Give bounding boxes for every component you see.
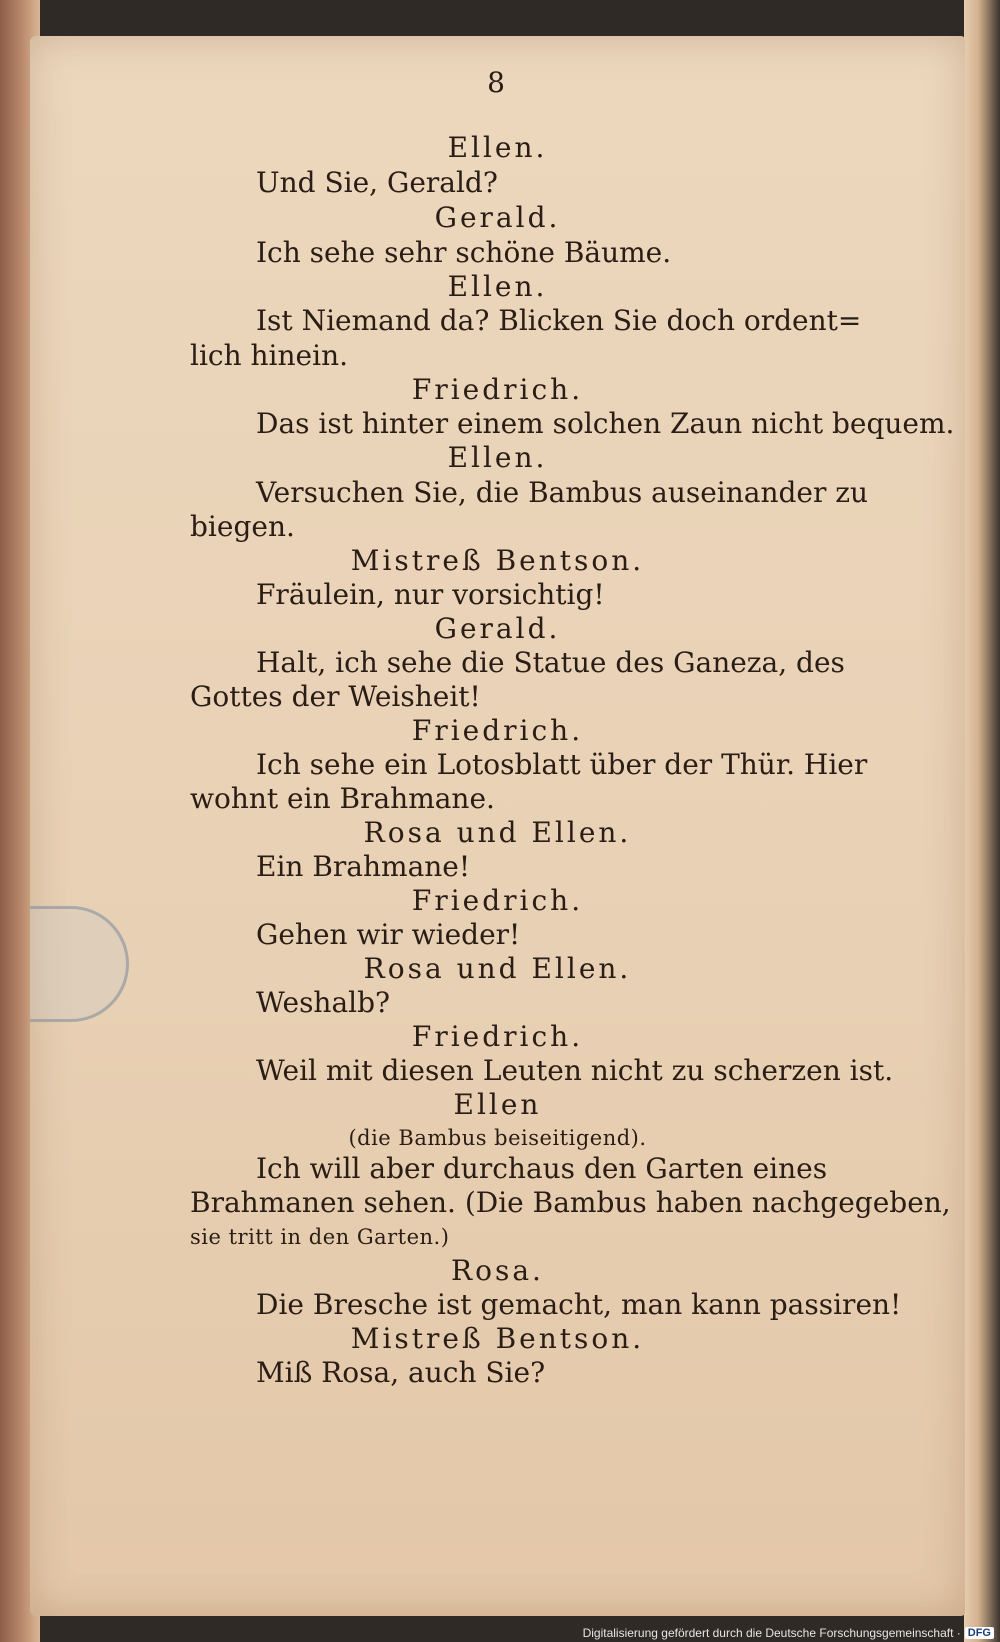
dialogue-line: Ist Niemand da? Blicken Sie doch ordent= [256, 304, 862, 337]
dialogue-line: Gehen wir wieder! [256, 918, 521, 951]
speaker-name: Rosa und Ellen. [363, 816, 632, 849]
dialogue-line: Miß Rosa, auch Sie? [256, 1356, 546, 1389]
dialogue-line: Weshalb? [256, 986, 391, 1019]
page-number: 8 [487, 66, 508, 99]
dialogue-line: biegen. [190, 510, 295, 543]
speaker-name: Ellen. [447, 131, 548, 164]
dialogue-line: Weil mit diesen Leuten nicht zu scherzen ist. [256, 1054, 894, 1087]
stage-direction: sie tritt in den Garten.) [190, 1225, 450, 1249]
book-page [30, 36, 965, 1616]
dialogue-line: wohnt ein Brahmane. [190, 782, 495, 815]
dialogue-line: Versuchen Sie, die Bambus auseinander zu [256, 476, 869, 509]
speaker-name: Ellen. [447, 441, 548, 474]
speaker-name: Rosa und Ellen. [363, 952, 632, 985]
speaker-name: Mistreß Bentson. [350, 544, 645, 577]
dialogue-line: Die Bresche ist gemacht, man kann passiren! [256, 1288, 902, 1321]
dialogue-line: Und Sie, Gerald? [256, 166, 498, 199]
speaker-name: Friedrich. [411, 373, 584, 406]
dialogue-line: Ein Brahmane! [256, 850, 471, 883]
dialogue-line: Das ist hinter einem solchen Zaun nicht bequem. [256, 407, 955, 440]
dialogue-line: Ich sehe sehr schöne Bäume. [256, 236, 672, 269]
speaker-name: Gerald. [434, 201, 561, 234]
digitization-credit [583, 1626, 994, 1640]
speaker-name: Mistreß Bentson. [350, 1322, 645, 1355]
speaker-name: Rosa. [451, 1254, 544, 1287]
dialogue-line: Ich sehe ein Lotosblatt über der Thür. Hier [256, 748, 868, 781]
speaker-name: Gerald. [434, 612, 561, 645]
stage-direction: (die Bambus beiseitigend). [348, 1126, 647, 1150]
dialogue-line: Fräulein, nur vorsichtig! [256, 578, 605, 611]
dialogue-line: Ich will aber durchaus den Garten eines [256, 1152, 828, 1185]
dialogue-line: lich hinein. [190, 339, 349, 372]
page-text [30, 36, 965, 1616]
dialogue-line: Gottes der Weisheit! [190, 680, 481, 713]
speaker-name: Ellen. [447, 270, 548, 303]
speaker-name: Friedrich. [411, 884, 584, 917]
dialogue-line: Brahmanen sehen. (Die Bambus haben nachgegeben, [190, 1186, 951, 1219]
speaker-name: Ellen [453, 1088, 542, 1121]
speaker-name: Friedrich. [411, 1020, 584, 1053]
dfg-logo: DFG [965, 1627, 994, 1639]
credit-text: Digitalisierung gefördert durch die Deutsche Forschungsgemeinschaft · [582, 1626, 961, 1640]
dialogue-line: Halt, ich sehe die Statue des Ganeza, des [256, 646, 845, 679]
speaker-name: Friedrich. [411, 714, 584, 747]
